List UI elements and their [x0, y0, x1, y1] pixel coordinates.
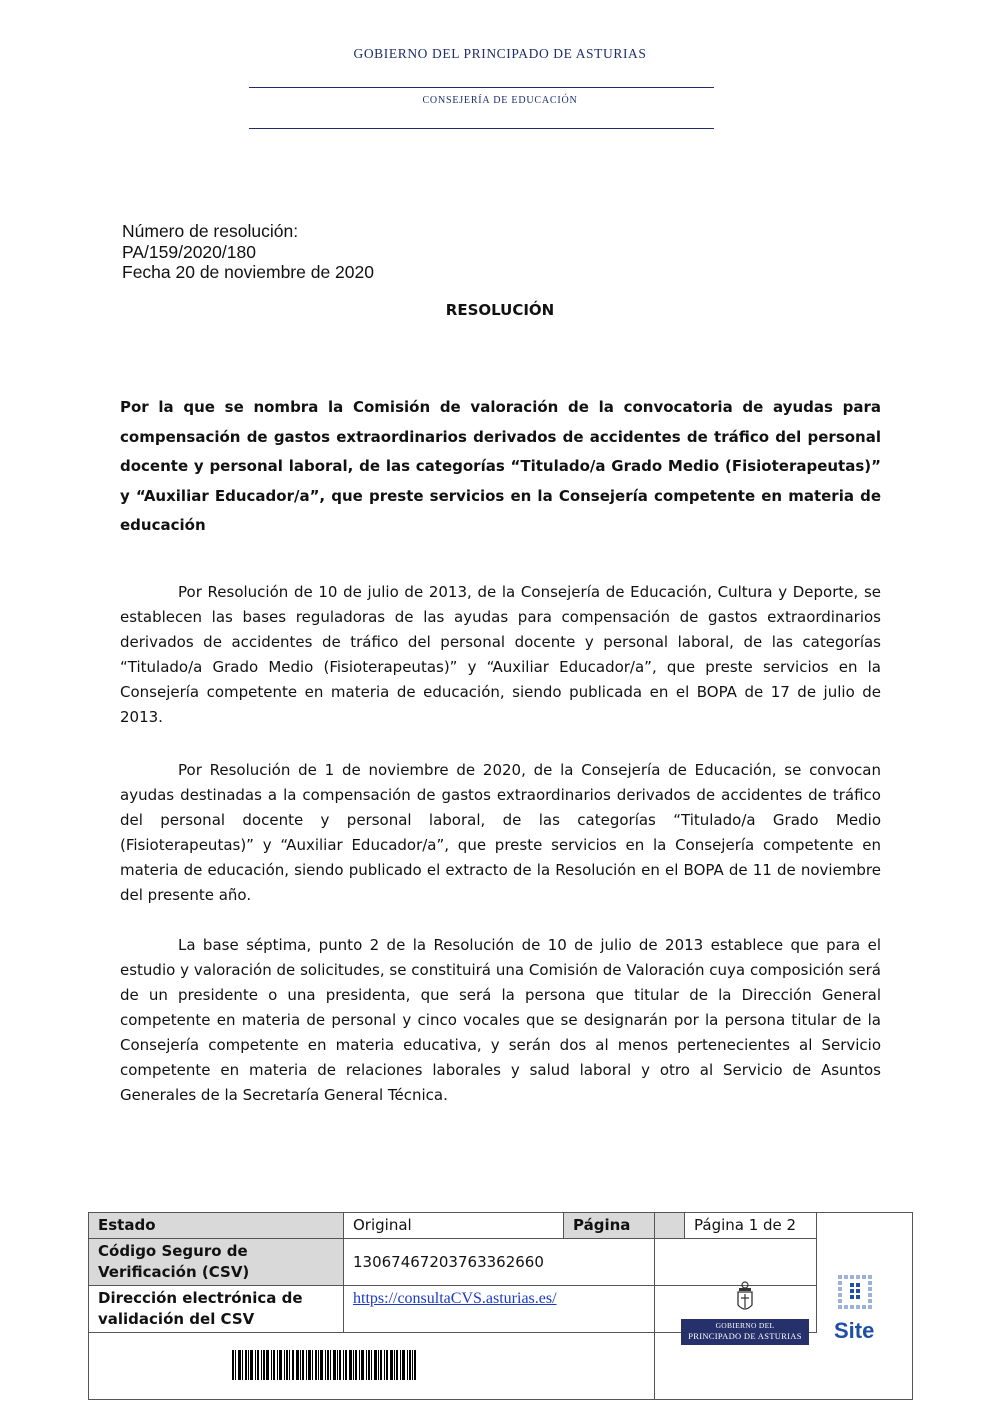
dir-label: Dirección electrónica de validación del CSV — [89, 1286, 344, 1333]
barcode-image — [232, 1350, 416, 1380]
paragraph-text: Por Resolución de 1 de noviembre de 2020, de la Consejería de Educación, se convocan ayudas destinadas a la compensación de gastos extraordinarios derivados de accidentes de tráfico del personal docente y personal laboral, de las categorías “Titulado/a Grado Medio (Fisioterapeutas)” y “Auxiliar Educador/a”, que preste servicios en la Consejería competente en materia de educación, siendo publicado el extracto de la Resolución en el BOPA de 11 de noviembre del presente año. — [120, 761, 881, 904]
header-title: GOBIERNO DEL PRINCIPADO DE ASTURIAS — [353, 46, 647, 61]
resolution-number-label: Número de resolución: — [122, 221, 299, 241]
estado-label: Estado — [89, 1213, 344, 1239]
site-grid-icon — [838, 1275, 872, 1309]
paragraph-text: La base séptima, punto 2 de la Resolución de 10 de julio de 2013 establece que para el estudio y valoración de solicitudes, se constituirá una Comisión de Valoración cuya composición será de un presidente o una presidenta, que será la persona que titular de la Dirección General competente en materia de personal y cinco vocales que se designarán por la persona titular de la Consejería competente en materia educativa, y serán dos al menos pertenecientes al Servicio competente en materia de relaciones laborales y salud laboral y otro al Servicio de Asuntos Generales de la Secretaría General Técnica. — [120, 936, 881, 1104]
csv-validation-link[interactable]: https://consultaCVS.asturias.es/ — [353, 1290, 557, 1307]
footer-divider — [654, 1213, 655, 1399]
site-logo — [834, 1271, 884, 1343]
resolution-info — [122, 221, 374, 283]
asturias-logo — [681, 1269, 811, 1345]
paragraph-text: Por Resolución de 10 de julio de 2013, de la Consejería de Educación, Cultura y Deporte, se establecen las bases reguladoras de las ayudas para compensación de gastos extraordinarios derivados de accidentes de tráfico del personal docente y personal laboral, de las categorías “Titulado/a Grado Medio (Fisioterapeutas)” y “Auxiliar Educador/a”, que preste servicios en la Consejería competente en materia de educación, siendo publicada en el BOPA de 17 de julio de 2013. — [120, 583, 881, 726]
header-subtitle: CONSEJERÍA DE EDUCACIÓN — [422, 95, 578, 106]
pagina-value: Página 1 de 2 — [685, 1213, 817, 1239]
resolution-date: Fecha 20 de noviembre de 2020 — [122, 262, 374, 282]
paragraph — [120, 580, 881, 730]
document-title: RESOLUCIÓN — [445, 301, 555, 319]
asturias-banner — [681, 1319, 809, 1345]
paragraph — [120, 933, 881, 1108]
estado-value: Original — [344, 1213, 564, 1239]
resolution-number: PA/159/2020/180 — [122, 241, 256, 262]
csv-label: Código Seguro de Verificación (CSV) — [89, 1239, 344, 1286]
document-subject: Por la que se nombra la Comisión de valoración de la convocatoria de ayudas para compensación de gastos extraordinarios derivados de accidentes de tráfico del personal docente y personal laboral, de las categorías “Titulado/a Grado Medio (Fisioterapeutas)” y “Auxiliar Educador/a”, que preste servicios en la Consejería competente en materia de educación — [120, 398, 881, 534]
asturias-logo-line1: GOBIERNO DEL — [715, 1321, 775, 1330]
asturias-logo-line2: PRINCIPADO DE ASTURIAS — [688, 1331, 802, 1341]
header-rule-top — [249, 87, 714, 88]
header-rule-bottom — [249, 128, 714, 129]
csv-value: 13067467203763362660 — [344, 1239, 817, 1286]
crest-icon — [736, 1281, 754, 1315]
paragraph — [120, 758, 881, 908]
site-logo-text: Site — [834, 1318, 875, 1343]
verification-footer — [88, 1212, 913, 1400]
pagina-label: Página — [564, 1213, 685, 1239]
